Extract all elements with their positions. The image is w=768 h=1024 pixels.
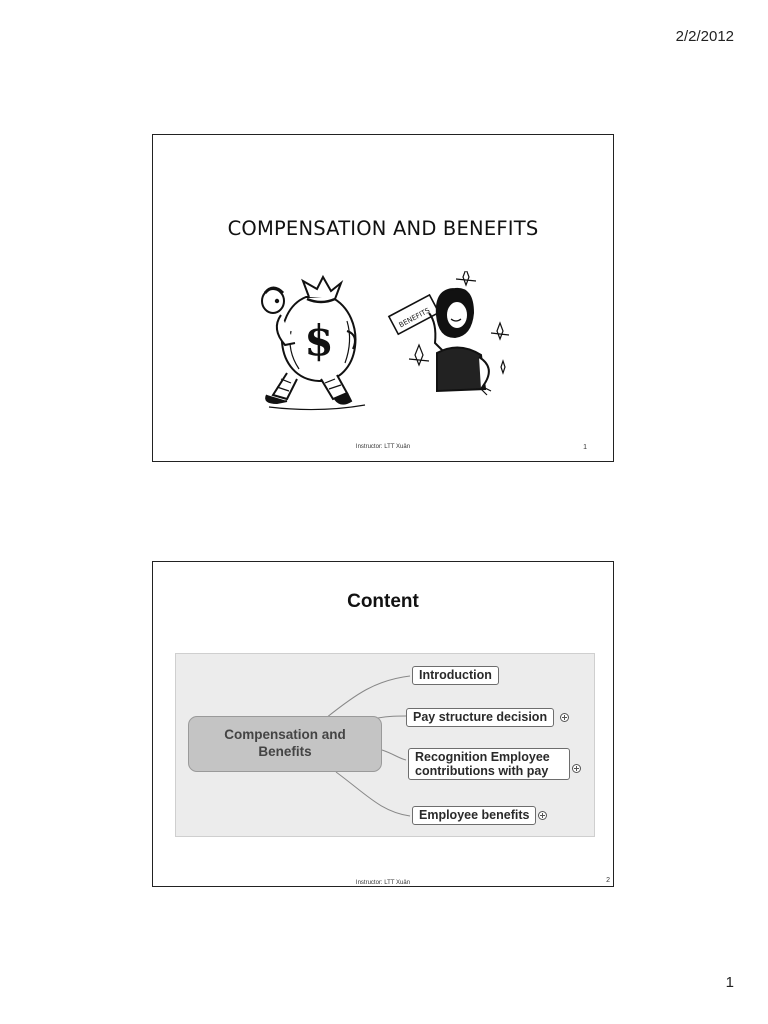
slide-1 <box>152 134 614 462</box>
benefits-sign-text: BENEFITS <box>397 306 432 330</box>
expand-plus-icon[interactable] <box>572 764 581 773</box>
slide-1-title: COMPENSATION AND BENEFITS <box>227 217 539 240</box>
expand-plus-icon[interactable] <box>560 713 569 722</box>
slide-2-footer: Instructor: LTT Xuân <box>355 880 411 886</box>
compensation-clipart <box>251 271 511 411</box>
branch-introduction: Introduction <box>412 666 499 685</box>
slide-2 <box>152 561 614 887</box>
branch-pay-structure-decision: Pay structure decision <box>406 708 554 727</box>
branch-recognition-employee-contributions: Recognition Employee contributions with pay <box>408 748 570 780</box>
benefits-woman-icon <box>389 271 509 395</box>
page-number: 1 <box>725 974 734 991</box>
slide-2-title: Content <box>347 591 419 612</box>
dollar-symbol: $ <box>304 316 334 365</box>
slide-1-number: 1 <box>583 444 587 451</box>
slide-2-number: 2 <box>606 877 610 884</box>
branch-employee-benefits: Employee benefits <box>412 806 536 825</box>
expand-plus-icon[interactable] <box>538 811 547 820</box>
central-node: Compensation and Benefits <box>188 716 382 772</box>
page-date: 2/2/2012 <box>675 28 734 45</box>
content-mind-map <box>175 653 595 837</box>
slide-1-footer: Instructor: LTT Xuân <box>355 444 411 450</box>
